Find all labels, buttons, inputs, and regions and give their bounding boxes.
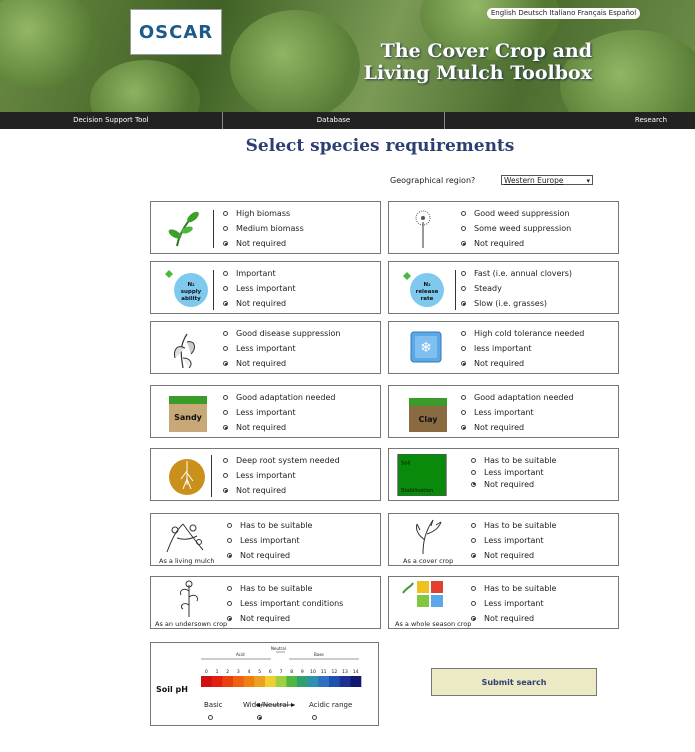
- criterion-biomass: [150, 201, 381, 254]
- ph-tick-label: 13: [342, 670, 348, 675]
- option[interactable]: [461, 236, 571, 251]
- ph-tick-label: 3: [236, 670, 240, 675]
- radio-selected[interactable]: [461, 425, 466, 430]
- option-label: Not required: [474, 423, 525, 432]
- nitrogen-supply-icon: [163, 268, 209, 308]
- option[interactable]: [223, 405, 335, 420]
- option[interactable]: [227, 548, 312, 563]
- svg-text:N₂: N₂: [187, 282, 195, 288]
- ph-radio-basic[interactable]: [208, 715, 213, 720]
- oscar-logo[interactable]: [130, 9, 222, 55]
- options: [223, 206, 304, 251]
- ph-tick-label: 12: [331, 670, 338, 675]
- criterion-sandy: [150, 385, 381, 438]
- radio[interactable]: [471, 586, 476, 591]
- criterion-cold: [388, 321, 619, 374]
- ph-tick-label: 4: [247, 670, 251, 675]
- option-label: Less important: [484, 467, 544, 477]
- dandelion-icon: [401, 208, 447, 248]
- root-system-icon: [163, 455, 209, 495]
- option[interactable]: [471, 454, 556, 466]
- radio[interactable]: [461, 395, 466, 400]
- options: [227, 518, 312, 563]
- ph-tick-label: 7: [279, 670, 283, 675]
- diseased-plant-icon: [163, 328, 209, 368]
- option[interactable]: [471, 466, 556, 478]
- plant-biomass-icon: [163, 208, 209, 248]
- chevron-down-icon: ▾: [586, 177, 590, 185]
- option[interactable]: [223, 326, 341, 341]
- radio[interactable]: [223, 395, 228, 400]
- cover-crop-icon: [403, 516, 449, 556]
- sandy-soil-icon: [163, 392, 209, 432]
- down-arrow-icon: [211, 455, 212, 497]
- ph-scale: [151, 643, 378, 725]
- ph-color-segment: [222, 676, 233, 687]
- radio[interactable]: [227, 523, 232, 528]
- ph-color-segment: [254, 676, 265, 687]
- region-label: Geographical region?: [390, 176, 476, 185]
- option[interactable]: [223, 420, 335, 435]
- svg-text:❄: ❄: [420, 340, 432, 356]
- ph-tick-label: 10: [310, 670, 316, 675]
- radio-selected[interactable]: [227, 553, 232, 558]
- svg-text:ability: ability: [181, 296, 201, 302]
- option[interactable]: [471, 611, 556, 626]
- option[interactable]: [461, 266, 572, 281]
- living-mulch-icon: [163, 516, 209, 556]
- radio-selected[interactable]: [461, 241, 466, 246]
- clay-label: Clay: [418, 415, 438, 424]
- ph-tick-label: 11: [320, 670, 327, 675]
- criterion-root: [150, 448, 381, 501]
- option[interactable]: [223, 356, 341, 371]
- ph-scale-label: Base: [314, 652, 324, 657]
- leaf-decoration: [90, 60, 200, 112]
- option[interactable]: [461, 326, 584, 341]
- option-label: Less important: [236, 471, 296, 480]
- option-label: Less important: [236, 284, 296, 293]
- ph-color-segment: [244, 676, 255, 687]
- option-label: Not required: [236, 423, 287, 432]
- option-label: Less important: [240, 536, 300, 545]
- radio[interactable]: [227, 538, 232, 543]
- option-label: Steady: [474, 284, 502, 293]
- up-arrow-icon: [455, 270, 456, 310]
- options: [471, 454, 556, 490]
- ph-tick-label: 6: [268, 670, 272, 675]
- radio[interactable]: [223, 473, 228, 478]
- radio[interactable]: [461, 346, 466, 351]
- nav-database[interactable]: Database: [223, 112, 446, 129]
- ph-color-segment: [297, 676, 308, 687]
- option[interactable]: [471, 548, 556, 563]
- ph-option-label: Acidic range: [309, 701, 353, 709]
- option[interactable]: [461, 296, 572, 311]
- svg-text:rate: rate: [420, 296, 434, 302]
- option-label: Important: [236, 269, 276, 278]
- option-label: Fast (i.e. annual clovers): [474, 269, 573, 278]
- ph-scale-label: Neutral: [271, 646, 286, 651]
- ph-color-segment: [233, 676, 244, 687]
- option-label: Good adaptation needed: [474, 393, 574, 402]
- radio[interactable]: [461, 226, 466, 231]
- leaf-decoration: [230, 10, 360, 112]
- option[interactable]: [461, 281, 572, 296]
- radio-selected[interactable]: [223, 301, 228, 306]
- option[interactable]: [227, 518, 312, 533]
- option[interactable]: [223, 266, 296, 281]
- radio[interactable]: [461, 331, 466, 336]
- option-label: Less important: [236, 408, 296, 417]
- site-title-line2: Living Mulch Toolbox: [363, 62, 592, 84]
- criterion-cover-crop: [388, 513, 619, 566]
- option-label: Less important: [484, 536, 544, 545]
- radio-selected[interactable]: [471, 482, 476, 487]
- ph-tick-label: 1: [215, 670, 219, 675]
- ph-tick-label: 5: [258, 670, 262, 675]
- option[interactable]: [223, 206, 304, 221]
- radio-selected[interactable]: [223, 361, 228, 366]
- radio-selected[interactable]: [471, 616, 476, 621]
- option-label: Some weed suppression: [474, 224, 572, 233]
- nav-research[interactable]: Research: [634, 116, 668, 124]
- radio[interactable]: [223, 286, 228, 291]
- radio[interactable]: [471, 523, 476, 528]
- radio-selected[interactable]: [461, 301, 466, 306]
- criterion-n-supply: [150, 261, 381, 314]
- option-label: High biomass: [236, 209, 291, 218]
- svg-text:Stabilisation: Stabilisation: [401, 487, 434, 494]
- option[interactable]: [223, 341, 341, 356]
- option-label: Not required: [240, 614, 291, 623]
- option[interactable]: [461, 206, 571, 221]
- option[interactable]: [223, 221, 304, 236]
- logo-text: OSCAR: [138, 21, 214, 43]
- option[interactable]: [223, 468, 340, 483]
- option-label: Not required: [240, 551, 291, 560]
- option-label: Slow (i.e. grasses): [474, 299, 547, 308]
- option-label: Deep root system needed: [236, 456, 340, 465]
- ph-radio-acidic[interactable]: [312, 715, 317, 720]
- page-title: Select species requirements: [245, 136, 515, 156]
- clay-soil-icon: [401, 392, 447, 432]
- main-nav: [0, 112, 695, 129]
- radio[interactable]: [471, 458, 476, 463]
- ph-color-segment: [340, 676, 351, 687]
- radio[interactable]: [223, 271, 228, 276]
- option[interactable]: [471, 581, 556, 596]
- radio[interactable]: [223, 346, 228, 351]
- svg-text:N₂: N₂: [423, 282, 431, 288]
- criterion-n-release: [388, 261, 619, 314]
- ph-option-label: Wide/Neutral: [243, 701, 289, 709]
- option-label: High cold tolerance needed: [474, 329, 585, 338]
- undersown-crop-icon: [167, 579, 213, 619]
- radio-selected[interactable]: [471, 553, 476, 558]
- option-label: Good adaptation needed: [236, 393, 336, 402]
- ph-color-segment: [308, 676, 319, 687]
- option[interactable]: [471, 518, 556, 533]
- ph-label: Soil pH: [156, 685, 188, 694]
- caption: As a living mulch: [159, 557, 215, 565]
- submit-search-button[interactable]: Submit search: [431, 668, 597, 696]
- snowflake-icon: [401, 328, 447, 368]
- option-label: Has to be suitable: [484, 521, 557, 530]
- language-selector[interactable]: English Deutsch Italiano Français Español: [487, 8, 640, 19]
- radio[interactable]: [223, 331, 228, 336]
- option[interactable]: [227, 581, 343, 596]
- ph-tick-label: 0: [204, 670, 208, 675]
- site-title-line1: The Cover Crop and: [380, 40, 592, 62]
- radio[interactable]: [223, 226, 228, 231]
- criterion-clay: [388, 385, 619, 438]
- options: [223, 390, 335, 435]
- svg-text:Soil: Soil: [401, 460, 411, 467]
- option-label: Less important: [236, 344, 296, 353]
- ph-radio-wide-neutral[interactable]: [257, 715, 262, 720]
- option[interactable]: [461, 405, 573, 420]
- option[interactable]: [461, 356, 584, 371]
- ph-tick-label: 14: [352, 670, 359, 675]
- ph-color-segment: [318, 676, 329, 687]
- caption: As an undersown crop: [155, 620, 228, 628]
- option[interactable]: [461, 390, 573, 405]
- option[interactable]: [461, 341, 584, 356]
- option-label: Good disease suppression: [236, 329, 341, 338]
- ph-tick-label: 8: [290, 670, 294, 675]
- options: [461, 266, 572, 311]
- options: [461, 326, 584, 371]
- up-down-arrow-icon: [213, 210, 214, 248]
- option[interactable]: [223, 453, 340, 468]
- options: [223, 266, 296, 311]
- criterion-weed: [388, 201, 619, 254]
- caption: As a whole season crop: [395, 620, 472, 628]
- option-label: Not required: [236, 299, 287, 308]
- options: [471, 518, 556, 563]
- option[interactable]: [223, 236, 304, 251]
- radio-selected[interactable]: [461, 361, 466, 366]
- option-label: Less important conditions: [240, 599, 344, 608]
- radio[interactable]: [471, 601, 476, 606]
- radio-selected[interactable]: [223, 425, 228, 430]
- radio[interactable]: [461, 271, 466, 276]
- ph-color-segment: [276, 676, 287, 687]
- radio[interactable]: [471, 470, 476, 475]
- option-label: Not required: [474, 239, 525, 248]
- criterion-soil-stabilisation: [388, 448, 619, 501]
- down-arrow-icon: [213, 270, 214, 310]
- options: [223, 326, 341, 371]
- option[interactable]: [227, 533, 312, 548]
- radio[interactable]: [461, 211, 466, 216]
- svg-text:supply: supply: [180, 289, 202, 295]
- ph-color-segment: [329, 676, 340, 687]
- option-label: Not required: [484, 479, 535, 489]
- ph-color-segment: [265, 676, 276, 687]
- radio[interactable]: [223, 458, 228, 463]
- options: [227, 581, 343, 626]
- radio-selected[interactable]: [223, 488, 228, 493]
- radio[interactable]: [461, 410, 466, 415]
- radio[interactable]: [227, 586, 232, 591]
- nav-decision-support-tool[interactable]: Decision Support Tool: [0, 112, 223, 129]
- option[interactable]: [471, 596, 556, 611]
- option-label: Not required: [236, 239, 287, 248]
- radio[interactable]: [461, 286, 466, 291]
- options: [461, 390, 573, 435]
- option-label: Not required: [236, 359, 287, 368]
- radio[interactable]: [223, 410, 228, 415]
- radio-selected[interactable]: [223, 241, 228, 246]
- ph-color-segment: [350, 676, 361, 687]
- options: [461, 206, 571, 251]
- option[interactable]: [223, 296, 296, 311]
- radio[interactable]: [223, 211, 228, 216]
- option-label: Not required: [474, 359, 525, 368]
- caption: As a cover crop: [403, 557, 454, 565]
- site-title: [362, 40, 592, 84]
- option-label: Not required: [236, 486, 287, 495]
- criterion-soil-ph: [150, 642, 379, 726]
- svg-text:release: release: [415, 289, 439, 295]
- option[interactable]: [223, 390, 335, 405]
- option[interactable]: [227, 596, 343, 611]
- ph-ticks: [205, 669, 359, 675]
- header-banner: [0, 0, 695, 112]
- option-label: Medium biomass: [236, 224, 304, 233]
- options: [471, 581, 556, 626]
- criterion-undersown: [150, 576, 381, 629]
- option-label: Good weed suppression: [474, 209, 570, 218]
- criterion-whole-season: [388, 576, 619, 629]
- option-label: less important: [474, 344, 532, 353]
- sandy-label: Sandy: [174, 413, 202, 422]
- option-label: Has to be suitable: [484, 584, 557, 593]
- ph-bars: [201, 676, 361, 687]
- option[interactable]: [461, 420, 573, 435]
- option-label: Not required: [484, 551, 535, 560]
- option-label: Less important: [474, 408, 534, 417]
- option-label: Has to be suitable: [240, 584, 313, 593]
- radio[interactable]: [471, 538, 476, 543]
- options: [223, 453, 340, 498]
- soil-stabilisation-icon: [397, 454, 447, 496]
- option[interactable]: [223, 483, 340, 498]
- option[interactable]: [227, 611, 343, 626]
- criterion-living-mulch: [150, 513, 381, 566]
- ph-tick-label: 9: [300, 670, 304, 675]
- nitrogen-release-icon: [401, 268, 447, 308]
- ph-color-segment: [286, 676, 297, 687]
- option-label: Less important: [484, 599, 544, 608]
- ph-scale-label: Acid: [236, 652, 245, 657]
- ph-color-segment: [212, 676, 223, 687]
- radio[interactable]: [227, 601, 232, 606]
- option-label: Has to be suitable: [484, 455, 557, 465]
- option[interactable]: [471, 478, 556, 490]
- region-select[interactable]: [501, 175, 593, 185]
- ph-option-label: Basic: [204, 701, 223, 709]
- region-value: Western Europe: [504, 176, 564, 185]
- whole-season-icon: [393, 579, 455, 619]
- option[interactable]: [223, 281, 296, 296]
- ph-color-segment: [201, 676, 212, 687]
- option-label: Has to be suitable: [240, 521, 313, 530]
- criterion-disease: [150, 321, 381, 374]
- ph-tick-label: 2: [226, 670, 230, 675]
- leaf-decoration: [0, 0, 100, 90]
- option[interactable]: [471, 533, 556, 548]
- option-label: Not required: [484, 614, 535, 623]
- radio-selected[interactable]: [227, 616, 232, 621]
- option[interactable]: [461, 221, 571, 236]
